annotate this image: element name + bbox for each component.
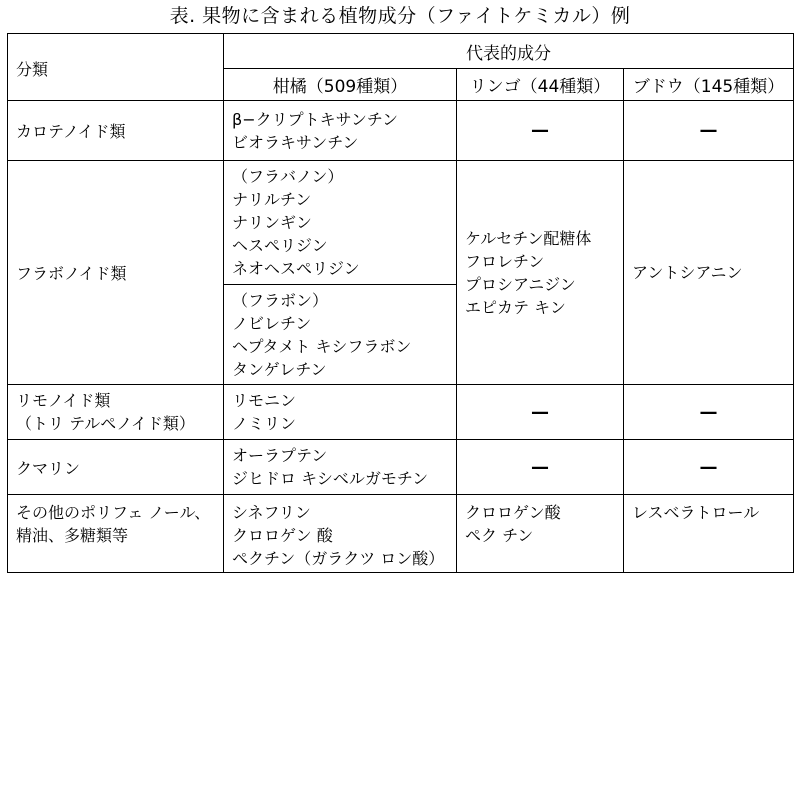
category-flavonoid: フラボノイド類	[8, 161, 224, 385]
citrus-carotenoid	[224, 101, 457, 161]
compound-group-label: （フラバノン）	[232, 167, 344, 186]
header-citrus: 柑橘（509種類）	[224, 69, 457, 101]
compound: β−クリプトキサンチン	[232, 109, 399, 129]
compound: クロロゲン酸	[465, 503, 561, 522]
row-flavonoid-a	[8, 161, 794, 285]
grape-flavonoid	[624, 161, 794, 385]
compound: ナリンギン	[232, 213, 312, 232]
compound: ジヒドロ キシベルガモチン	[232, 469, 429, 488]
category-line: リモノイド類	[16, 391, 111, 410]
compound: ナリルチン	[232, 190, 312, 209]
compound: タンゲレチン	[232, 359, 327, 379]
grape-other	[624, 495, 794, 573]
apple-coumarin-none: —	[457, 440, 624, 495]
category-limonoid	[8, 385, 224, 440]
phytochemical-table	[7, 33, 794, 573]
header-representative: 代表的成分	[224, 34, 794, 69]
compound: プロシアニジン	[465, 274, 576, 294]
category-line: 精油、多糖類等	[16, 526, 129, 545]
compound: ヘプタメト キシフラボン	[232, 336, 412, 356]
row-coumarin	[8, 440, 794, 495]
compound: ペクチン（ガラクツ ロン酸）	[232, 549, 445, 568]
compound: クロロゲン 酸	[232, 526, 333, 545]
category-line: （トリ テルペノイド類）	[16, 414, 195, 433]
compound: オーラプテン	[232, 446, 328, 465]
grape-carotenoid-none: —	[624, 101, 794, 161]
row-limonoid	[8, 385, 794, 440]
citrus-other	[224, 495, 457, 573]
header-apple: リンゴ（44種類）	[457, 69, 624, 101]
citrus-limonoid	[224, 385, 457, 440]
apple-other	[457, 495, 624, 573]
grape-coumarin-none: —	[624, 440, 794, 495]
header-category: 分類	[8, 34, 224, 101]
apple-flavonoid	[457, 161, 624, 385]
category-other	[8, 495, 224, 573]
compound: フロレチン	[465, 251, 545, 271]
grape-limonoid-none: —	[624, 385, 794, 440]
citrus-coumarin	[224, 440, 457, 495]
table-title: 表. 果物に含まれる植物成分（ファイトケミカル）例	[169, 5, 631, 27]
category-line: その他のポリフェ ノール、	[16, 503, 211, 522]
compound: ネオヘスペリジン	[232, 259, 360, 278]
compound: シネフリン	[232, 503, 311, 522]
category-carotenoid: カロテノイド類	[8, 101, 224, 161]
row-other	[8, 495, 794, 573]
header-grape: ブドウ（145種類）	[624, 69, 794, 101]
compound: ノビレチン	[232, 313, 312, 333]
compound: ヘスペリジン	[232, 236, 328, 255]
apple-limonoid-none: —	[457, 385, 624, 440]
compound: ペク チン	[465, 526, 534, 545]
compound-group-label: （フラボン）	[232, 290, 329, 310]
category-coumarin: クマリン	[8, 440, 224, 495]
compound: リモニン	[232, 391, 297, 410]
header-row-1	[8, 34, 794, 69]
apple-carotenoid-none: —	[457, 101, 624, 161]
citrus-flavone	[224, 285, 457, 385]
compound: アントシアニン	[632, 263, 743, 282]
compound: ビオラキサンチン	[232, 132, 359, 152]
citrus-flavanone	[224, 161, 457, 285]
compound: エピカテ キン	[465, 297, 566, 317]
row-carotenoid	[8, 101, 794, 161]
compound: ノミリン	[232, 414, 297, 433]
compound: ケルセチン配糖体	[465, 228, 592, 248]
compound: レスベラトロール	[632, 503, 760, 522]
